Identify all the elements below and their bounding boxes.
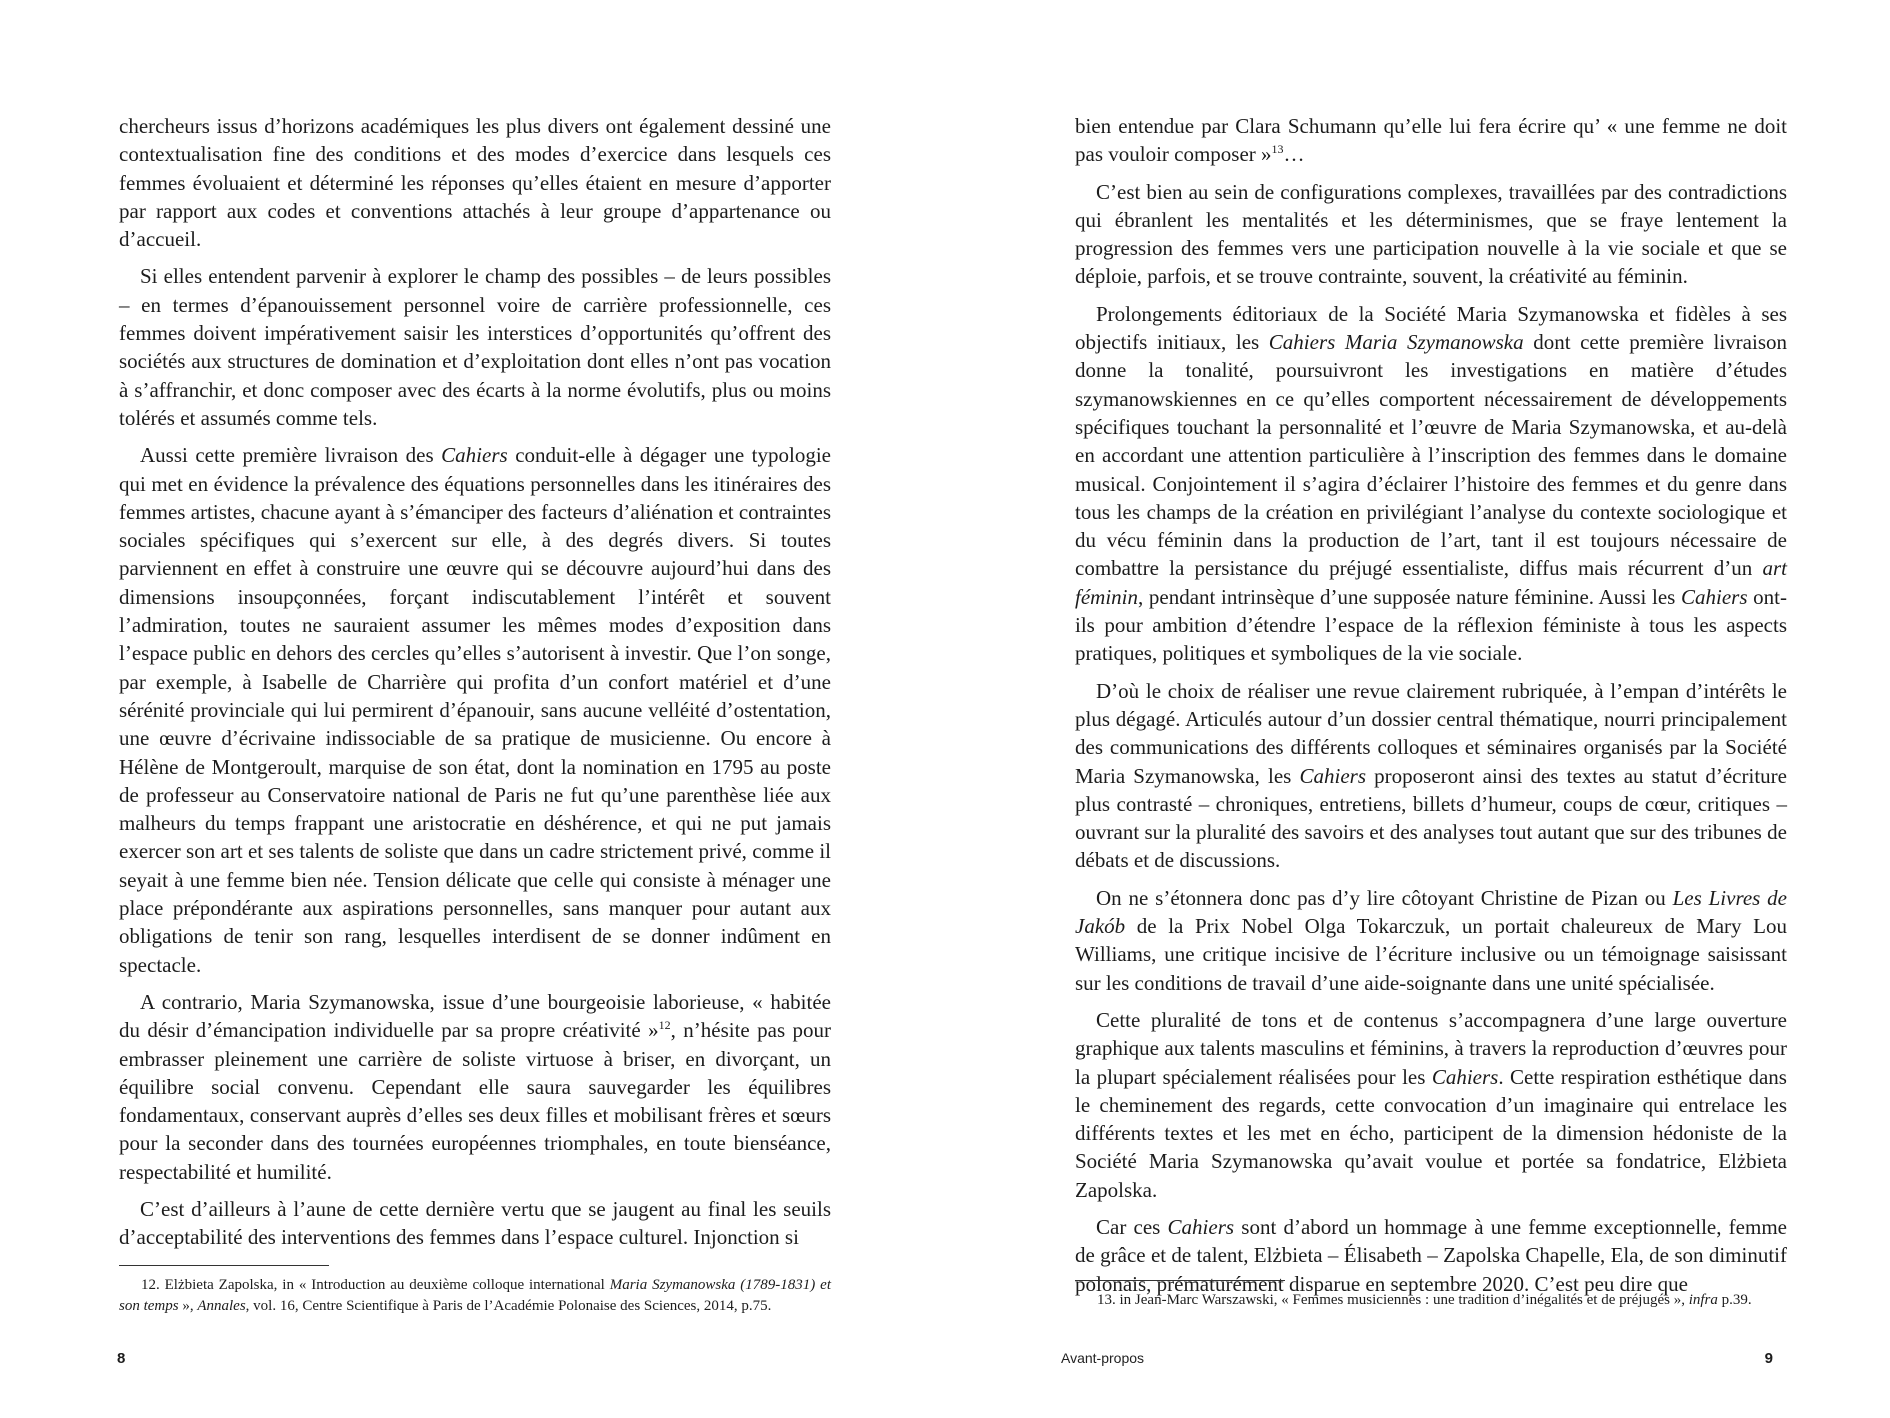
footnote-12 [119,1275,831,1316]
right-page [945,0,1890,1418]
right-footnote-area [1075,1280,1787,1311]
page-number-left: 8 [117,1350,126,1367]
text-run: dont cette première livraison donne la tonalité, poursuivront les investigations en matière d’études szymanowskiennes en ce qu’elles comportent nécessairement de développements spécifiques touchant la personnalité et l’œuvre de Maria Szymanowska, et au-delà en accordant une attention particulière à l’inscription des femmes dans le domaine musical. Conjointement il s’agira d’éclairer l’histoire des femmes et du genre dans tous les champs de la création en privilégiant l’analyse du contexte sociologique et du vécu féminin dans la production de l’art, tant il est toujours nécessaire de combattre la persistance du préjugé essentialiste, diffus mais récurrent d’un [1075,330,1787,581]
italic-text: infra [1688,1292,1718,1308]
italic-text: Cahiers [1167,1214,1235,1239]
italic-text: art féminin [1075,556,1787,609]
left-paragraph-1 [119,112,831,253]
italic-text: Maria Szymanowska (1789-1831) et son temps [119,1277,831,1314]
left-body-text [119,112,831,1261]
right-paragraph-1 [1075,112,1787,169]
page-number-right: 9 [1764,1350,1773,1367]
footnote-13 [1075,1290,1787,1311]
running-head: Avant-propos [1061,1350,1145,1366]
italic-text: Cahiers [1431,1064,1499,1089]
text-run: . Cette respiration esthétique dans le cheminement des regards, cette convocation d’un imaginaire qui entrelace les différents textes et les met en écho, participent de la dimension hédoniste de la Société Maria Szymanowska qu’avait voulue et portée sa fondatrice, Elżbieta Zapolska. [1075,1064,1787,1202]
text-run: ont-ils pour ambition d’étendre l’espace de la réflexion féministe à tous les aspects pratiques, politiques et symboliques de la vie sociale. [1075,584,1788,666]
text-run: p.39. [1717,1292,1752,1308]
left-footnote-area [119,1265,831,1316]
right-body-text [1075,112,1787,1307]
text-run: », [178,1297,198,1314]
text-run: , vol. 16, Centre Scientifique à Paris de l’Académie Polonaise des Sciences, 2014, p.75. [245,1297,772,1314]
right-paragraph-3 [1075,300,1787,668]
right-paragraph-2 [1075,178,1787,291]
text-run: C’est bien au sein de configurations complexes, travaillées par des contradictions qui ébranlent les mentalités et les déterminismes, que se fraye lentement la progression des femmes vers une participation nouvelle à la vie sociale et que se déploie, parfois, et se trouve contrainte, souvent, la créativité au féminin. [1075,179,1787,289]
text-run: 13. in Jean-Marc Warszawski, « Femmes musiciennes : une tradition d’inégalités et de préjugés », [1097,1292,1689,1308]
left-paragraph-3 [119,441,831,979]
text-run: Si elles entendent parvenir à explorer le champ des possibles – de leurs possibles – en termes d’épanouissement personnel voire de carrière professionnelle, ces femmes doivent impérativement saisir les interstices d’opportunités qu’offrent des sociétés aux structures de domination et d’exploitation dont elles n’ont pas vocation à s’affranchir, et donc composer avec des écarts à la norme évolutifs, plus ou moins tolérés et assumés comme tels. [119,264,831,430]
italic-text: Cahiers [441,443,508,468]
left-paragraph-4 [119,988,831,1186]
footnote-rule [119,1265,329,1266]
text-run: Prolongements éditoriaux de la Société Maria Szymanowska et fidèles à ses objectifs initiaux, les [1075,301,1787,355]
text-run: Car ces [1096,1214,1168,1239]
italic-text: Annales [197,1297,246,1314]
text-run: de la Prix Nobel Olga Tokarczuk, un portait chaleureux de Mary Lou Williams, une critique incisive de l’écriture inclusive ou un témoignage saisissant sur les conditions de travail d’une aide-soignante dans une unité spécialisée. [1075,914,1787,995]
italic-text: Les Livres de Jakób [1075,885,1788,939]
footnote-reference: 13 [1271,142,1284,157]
right-paragraph-4 [1075,677,1787,875]
text-run: Aussi cette première livraison des [140,443,442,468]
text-run: chercheurs issus d’horizons académiques les plus divers ont également dessiné une contextualisation fine des conditions et des modes d’exercice dans lesquels ces femmes évoluaient et déterminé les réponses qu’elles étaient en mesure d’apporter par rapport aux codes et conventions attachés à leur groupe d’appartenance ou d’accueil. [119,114,831,252]
left-paragraph-5 [119,1195,831,1252]
footnote-reference: 12 [658,1018,671,1033]
text-run: , n’hésite pas pour embrasser pleinement une carrière de soliste virtuose à briser, en divorçant, un équilibre social convenu. Cependant elle saura sauvegarder les équilibres fondamentaux, conservant auprès d’elles ses deux filles et mobilisant frères et sœurs pour la seconder dans des tournées européennes triomphales, en toute bienséance, respectabilité et humilité. [119,1018,831,1184]
text-run: D’où le choix de réaliser une revue clairement rubriquée, à l’empan d’intérêts le plus dégagé. Articulés autour d’un dossier central thématique, nourri principalement des communications des différents colloques et séminaires organisés par la Société Maria Szymanowska, les [1075,678,1787,788]
text-run: … [1283,142,1305,167]
right-paragraph-5 [1075,884,1787,997]
text-run: On ne s’étonnera donc pas d’y lire côtoyant Christine de Pizan ou [1096,885,1673,910]
text-run: C’est d’ailleurs à l’aune de cette dernière vertu que se jaugent au final les seuils d’acceptabilité des interventions des femmes dans l’espace culturel. Injonction si [119,1196,831,1250]
text-run: bien entendue par Clara Schumann qu’elle lui fera écrire qu’ « une femme ne doit pas vouloir composer » [1075,114,1787,167]
left-paragraph-2 [119,262,831,432]
right-paragraph-6 [1075,1006,1787,1204]
text-run: sont d’abord un hommage à une femme exceptionnelle, femme de grâce et de talent, Elżbieta – Élisabeth – Zapolska Chapelle, Ela, de son diminutif polonais, prématurément disparue en septembre 2020. C’est peu dire que [1075,1214,1787,1296]
text-run: A contrario, Maria Szymanowska, issue d’une bourgeoisie laborieuse, « habitée du désir d’émancipation individuelle par sa propre créativité » [119,989,831,1043]
text-run: Cette pluralité de tons et de contenus s’accompagnera d’une large ouverture graphique aux talents masculins et féminins, à travers la reproduction d’œuvres pour la plupart spécialement réalisées pour les [1075,1007,1787,1089]
italic-text: Cahiers Maria Szymanowska [1268,330,1524,355]
text-run: , pendant intrinsèque d’une supposée nature féminine. Aussi les [1138,584,1682,609]
text-run: conduit-elle à dégager une typologie qui met en évidence la prévalence des équations personnelles dans les itinéraires des femmes artistes, chacune ayant à s’émanciper des facteurs d’aliénation et contraintes sociales spécifiques qui s’exercent sur elle, à des degrés divers. Si toutes parviennent en effet à construire une œuvre qui se découvre aujourd’hui dans des dimensions insoupçonnées, forçant indiscutablement l’intérêt et souvent l’admiration, toutes ne sauraient assumer les mêmes modes d’exposition dans l’espace public en dehors des cercles qu’elles s’autorisent à investir. Que l’on songe, par exemple, à Isabelle de Charrière qui profita d’un confort matériel et d’une sérénité provinciale qui lui permirent d’épanouir, sans aucune velléité d’ostentation, une œuvre d’écrivaine indissociable de sa pratique de musicienne. Ou encore à Hélène de Montgeroult, marquise de son état, dont la nomination en 1795 au poste de professeur au Conservatoire national de Paris ne fut qu’une parenthèse liée aux malheurs du temps frappant une aristocratie en déshérence, et qui ne put jamais exercer son art et ses talents de soliste que dans un cadre strictement privé, comme il seyait à une femme bien née. Tension délicate que celle qui consiste à ménager une place prépondérante aux aspirations personnelles, sans manquer pour autant aux obligations de tenir son rang, lesquelles interdisent de se donner indûment en spectacle. [119,443,831,977]
text-run: proposeront ainsi des textes au statut d’écriture plus contrasté – chroniques, entretiens, billets d’humeur, coups de cœur, critiques – ouvrant sur la pluralité des savoirs et des analyses tout autant que sur des tribunes de débats et de discussions. [1075,763,1787,873]
footnote-rule [1075,1280,1285,1281]
italic-text: Cahiers [1681,584,1748,609]
italic-text: Cahiers [1299,763,1367,788]
text-run: 12. Elżbieta Zapolska, in « Introduction au deuxième colloque international [141,1277,610,1293]
